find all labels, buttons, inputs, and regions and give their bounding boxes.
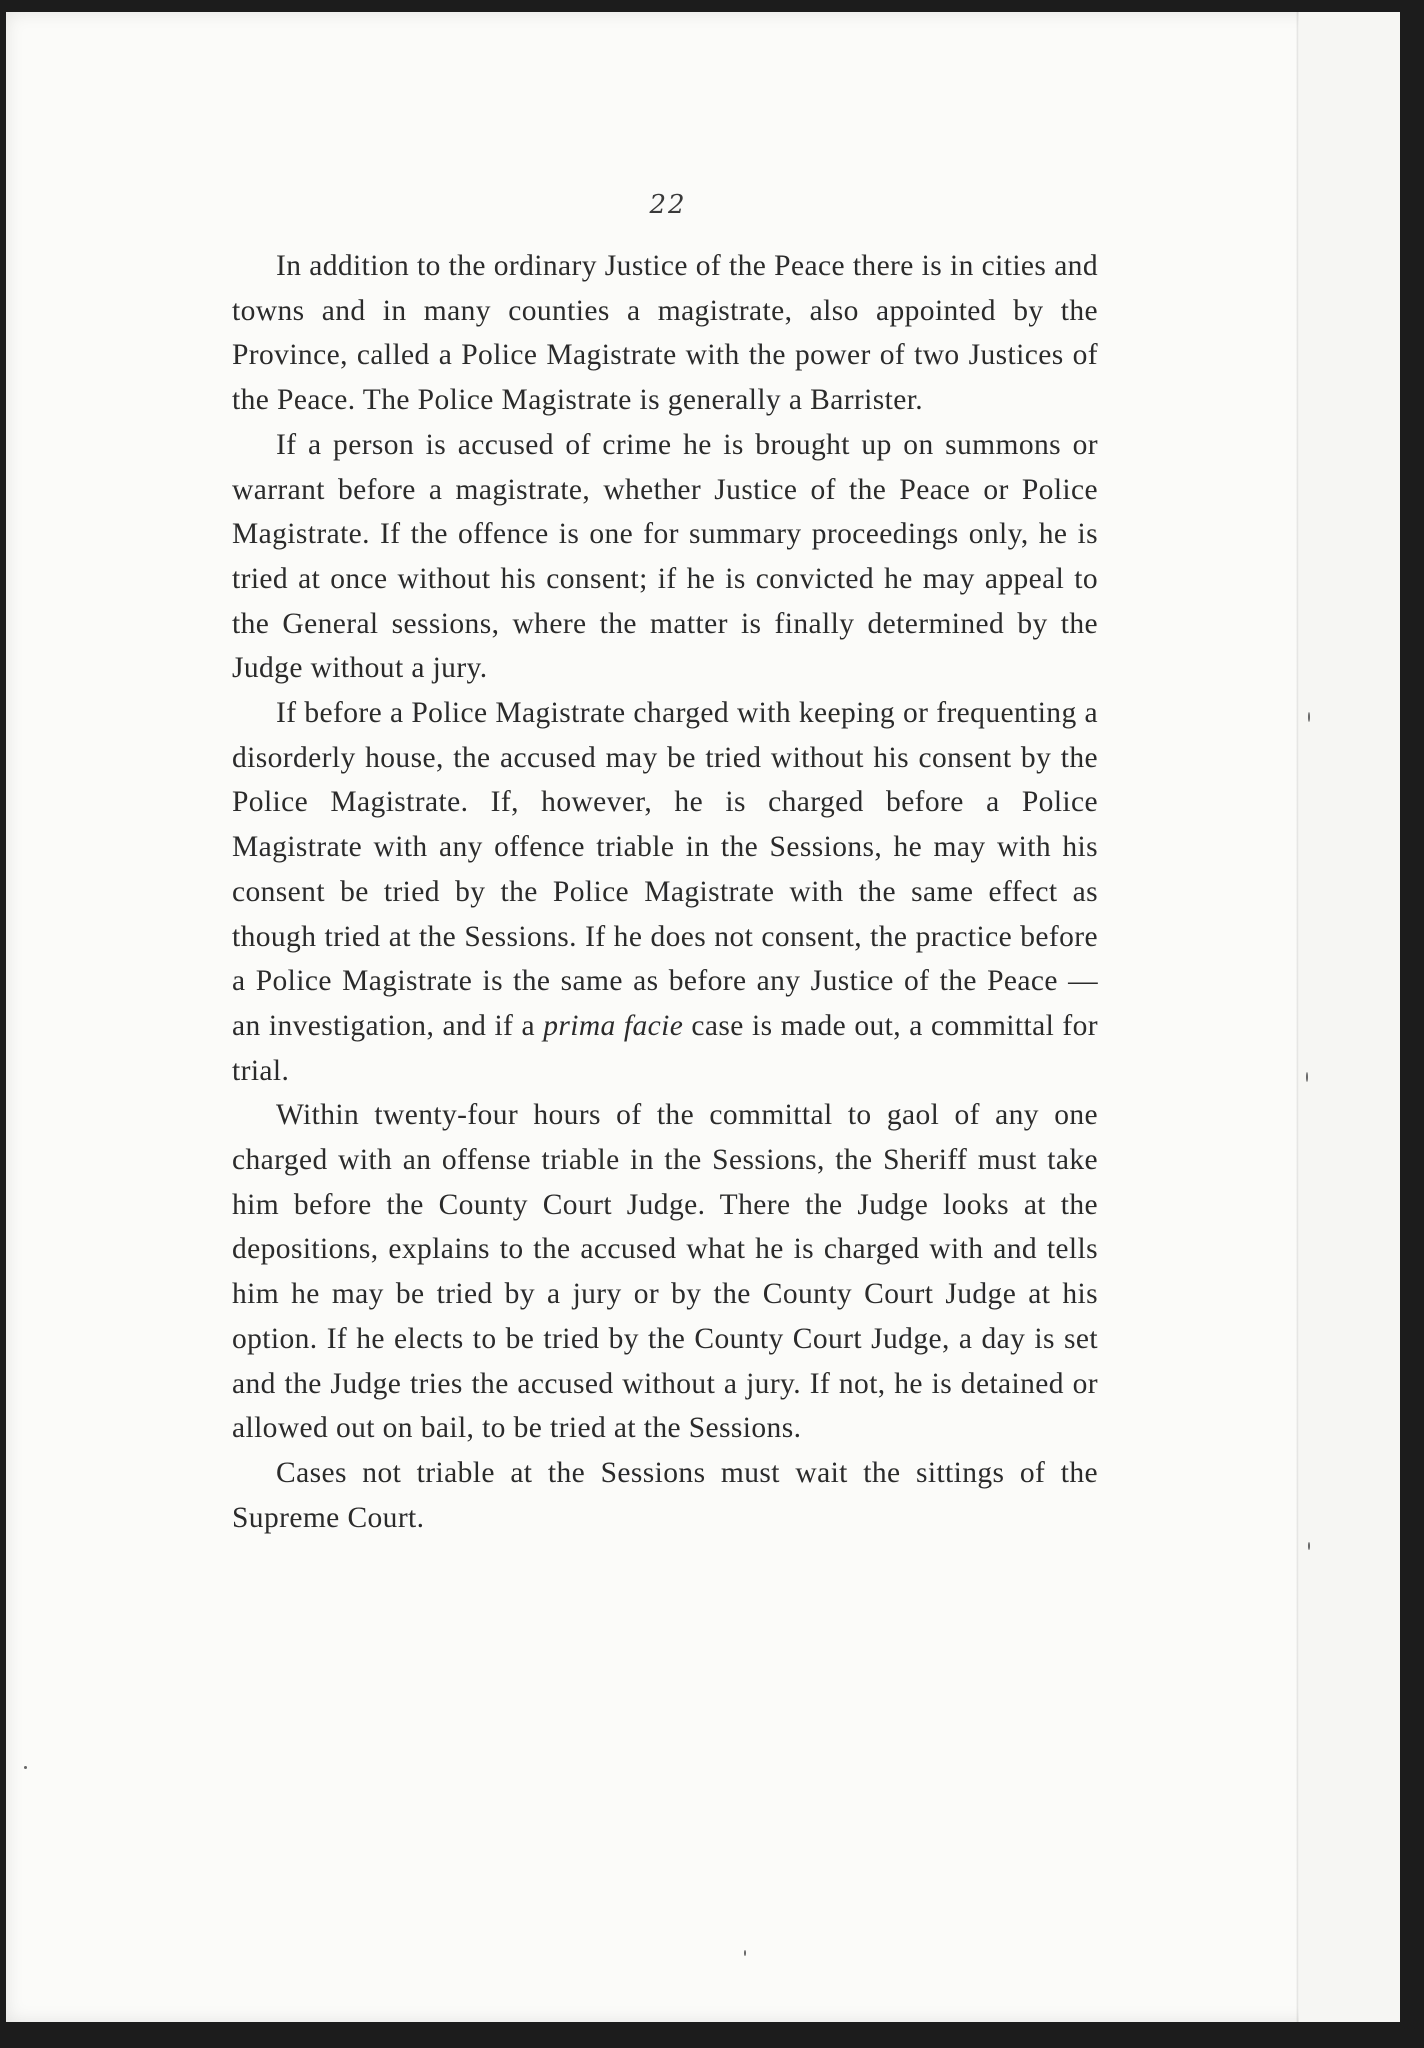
paragraph-text-before-italic: If before a Police Magistrate charged with keeping or frequenting a disorderly house, the accused may be tried without his consent by the Police Magistrate. If, however, he is charged before a Police Magistrate with any offence triable in the Sessions, he may with his consent be tried by the Police Magistrate with the same effect as though tried at the Sessions. If he does not consent, the practice before a Police Magistrate is the same as before any Justice of the Peace — an investigation, and if a — [232, 697, 1098, 1042]
body-text — [232, 244, 1098, 1540]
italic-phrase: prima facie — [543, 1009, 684, 1042]
paragraph-committal-to-gaol: Within twenty-four hours of the committal to gaol of any one charged with an offense triable in the Sessions, the Sheriff must take him before the County Court Judge. There the Judge looks at the depositions, explains to the accused what he is charged with and tells him he may be tried by a jury or by the County Court Judge at his option. If he elects to be tried by the County Court Judge, a day is set and the Judge tries the accused without a jury. If not, he is detained or allowed out on bail, to be tried at the Sessions. — [232, 1099, 1098, 1445]
paragraph-disorderly-house — [232, 691, 1098, 1093]
paper-speck — [1306, 1072, 1308, 1082]
paper-speck — [744, 1950, 746, 1956]
paragraph-supreme-court: Cases not triable at the Sessions must wait the sittings of the Supreme Court. — [232, 1456, 1098, 1534]
page-number: 22 — [649, 190, 687, 220]
paragraph-police-magistrate: In addition to the ordinary Justice of the Peace there is in cities and towns and in many counties a magistrate, also appointed by the Province, called a Police Magistrate with the power of two Justices of the Peace. The Police Magistrate is generally a Barrister. — [232, 250, 1098, 417]
paper-speck — [1308, 712, 1310, 722]
paper-speck — [1308, 1542, 1310, 1550]
facing-page-margin — [1299, 12, 1400, 2022]
paragraph-accused-of-crime: If a person is accused of crime he is brought up on summons or warrant before a magistrate, whether Justice of the Peace or Police Magistrate. If the offence is one for summary proceedings only, he is tried at once without his consent; if he is convicted he may appeal to the General sessions, where the matter is finally determined by the Judge without a jury. — [232, 428, 1098, 685]
paragraph-text-after-italic: case is made out, a committal for trial. — [232, 1009, 1098, 1087]
paper-sheet — [6, 12, 1400, 2022]
paper-speck — [24, 1766, 27, 1769]
